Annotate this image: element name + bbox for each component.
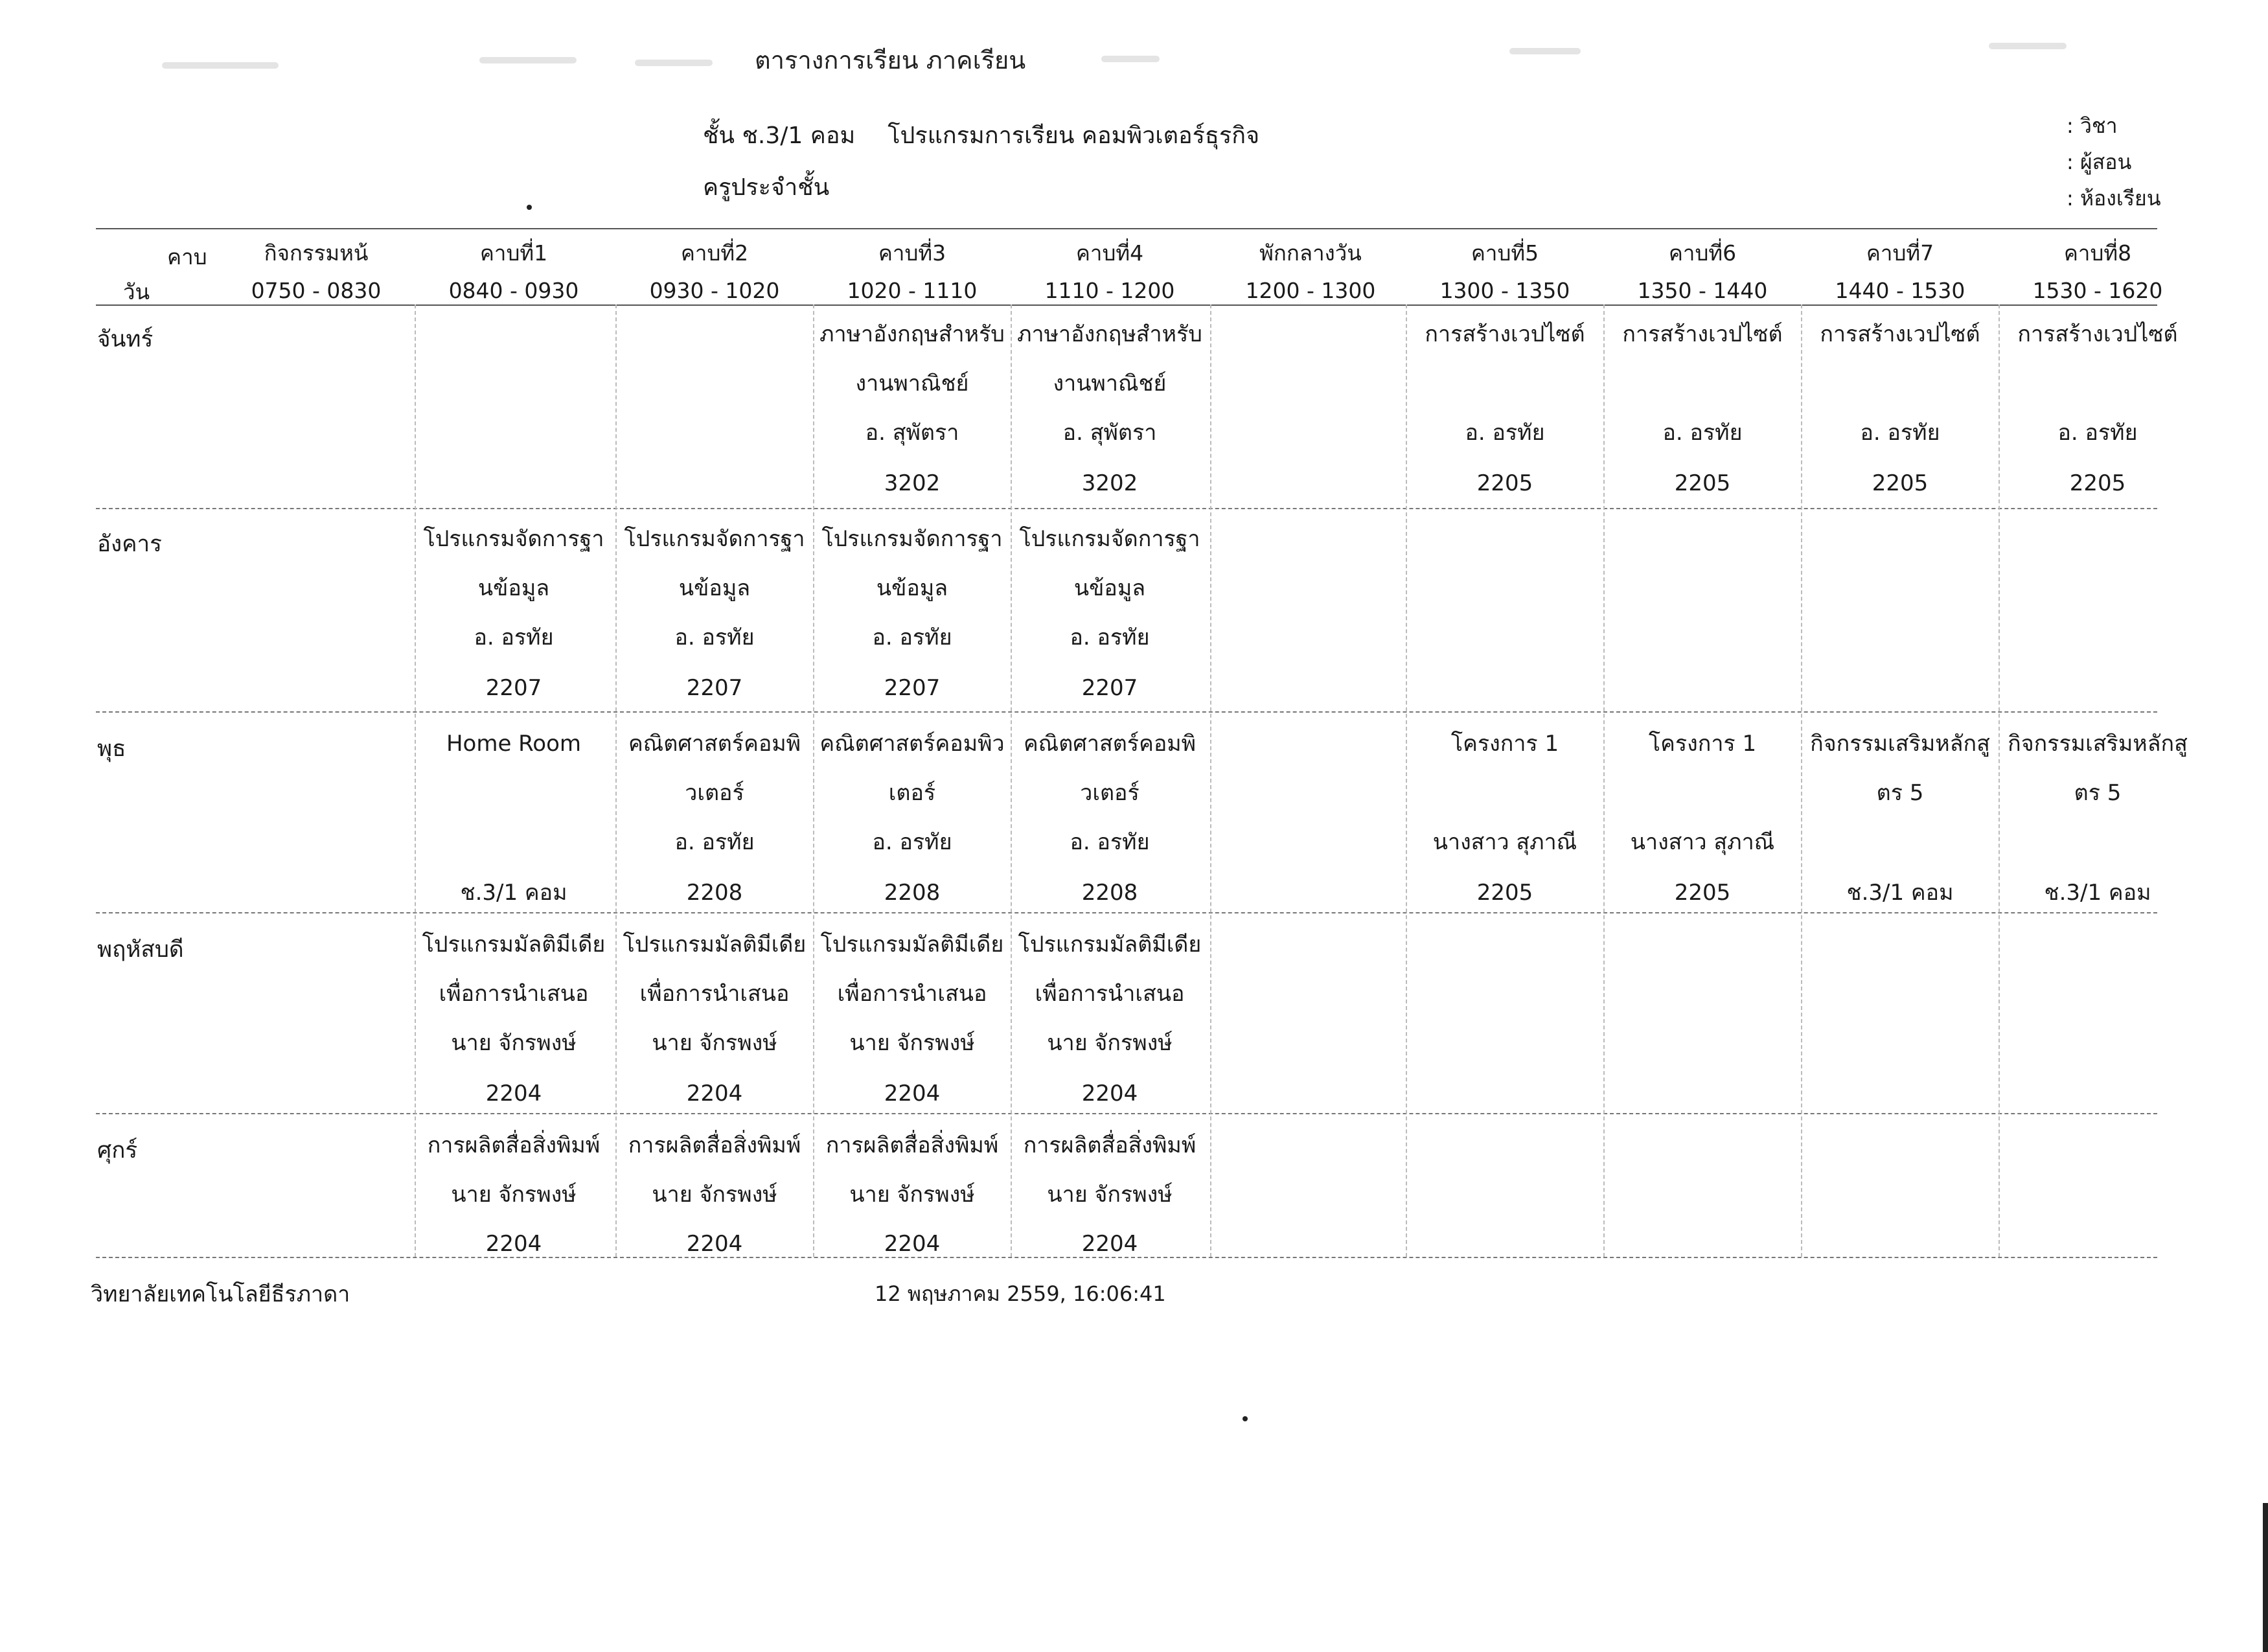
slot-line: อ. อรทัย: [1860, 420, 1940, 446]
slot-line: 2204: [485, 1081, 542, 1107]
slot-line: 2205: [1674, 880, 1731, 906]
slot-line: นข้อมูล: [1073, 575, 1146, 601]
slot-line: 2204: [686, 1231, 743, 1257]
slot-line: นาย จักรพงษ์: [451, 1030, 577, 1056]
slot-line: อ. สุพัตรา: [1062, 420, 1157, 446]
slot-line: นข้อมูล: [477, 575, 550, 601]
column-header: [1406, 235, 1604, 310]
legend-teacher: : ผู้สอน: [2067, 150, 2132, 174]
slot-line: [415, 818, 613, 867]
slot-line: นาย จักรพงษ์: [1047, 1182, 1173, 1208]
slot-line: 2207: [485, 675, 542, 701]
class-slot: [1603, 713, 1802, 913]
day-label: พฤหัสบดี: [97, 937, 184, 963]
class-slot: [1011, 508, 1209, 709]
slot-line: อ. อรทัย: [1465, 420, 1545, 446]
slot-line: อ. อรทัย: [872, 829, 952, 855]
slot-line: 2205: [1872, 470, 1929, 496]
legend-subject: : วิชา: [2067, 113, 2118, 138]
slot-line: การสร้างเวปไซต์: [1622, 321, 1783, 347]
class-slot: [1011, 713, 1209, 913]
scan-dot: [527, 205, 532, 210]
slot-line: 2204: [485, 1231, 542, 1257]
scan-smudge: [479, 57, 577, 63]
grid-column-rule: [1210, 304, 1211, 1257]
slot-line: เพื่อการนำเสนอ: [439, 981, 589, 1007]
slot-line: การสร้างเวปไซต์: [2017, 321, 2178, 347]
slot-line: คณิตศาสตร์คอมพิ: [1023, 731, 1197, 757]
slot-line: โปรแกรมจัดการฐา: [423, 526, 604, 552]
slot-line: 2205: [2069, 470, 2126, 496]
slot-line: [1801, 818, 1999, 867]
column-header: [1211, 235, 1410, 310]
day-label: อังคาร: [97, 531, 162, 557]
slot-line: อ. อรทัย: [674, 625, 755, 650]
column-header-time: 1300 - 1350: [1439, 278, 1570, 303]
class-info: [703, 117, 1259, 154]
slot-line: นข้อมูล: [678, 575, 751, 601]
column-header: [1011, 235, 1209, 310]
program-label: โปรแกรมการเรียน คอมพิวเตอร์ธุรกิจ: [888, 122, 1260, 149]
slot-line: [1999, 359, 2197, 408]
class-slot: [813, 508, 1011, 709]
slot-line: อ. อรทัย: [2057, 420, 2138, 446]
slot-line: 3202: [884, 470, 941, 496]
slot-line: 2207: [686, 675, 743, 701]
column-header-time: 1200 - 1300: [1245, 278, 1376, 303]
column-header-name: คาบที่8: [2063, 240, 2132, 266]
column-header: [217, 235, 415, 310]
slot-line: งานพาณิชย์: [1053, 371, 1167, 396]
grid-rule: [96, 228, 2157, 229]
slot-line: Home Room: [446, 731, 582, 757]
scan-smudge: [1101, 56, 1160, 62]
scan-smudge: [162, 62, 279, 69]
slot-line: โปรแกรมมัลติมีเดีย: [623, 932, 807, 958]
column-header: [1603, 235, 1802, 310]
slot-line: งานพาณิชย์: [855, 371, 969, 396]
slot-line: การสร้างเวปไซต์: [1820, 321, 1980, 347]
column-header-time: 1350 - 1440: [1637, 278, 1768, 303]
slot-line: [1603, 359, 1802, 408]
cell-legend: [2067, 108, 2161, 216]
slot-line: นาย จักรพงษ์: [652, 1030, 777, 1056]
slot-line: 2204: [884, 1231, 941, 1257]
column-header: [415, 235, 613, 310]
slot-line: นางสาว สุภาณี: [1432, 829, 1577, 855]
class-slot: [1801, 713, 1999, 913]
class-slot: [615, 1114, 814, 1315]
slot-line: การผลิตสื่อสิ่งพิมพ์: [628, 1132, 801, 1158]
slot-line: อ. อรทัย: [474, 625, 554, 650]
slot-line: 2204: [686, 1081, 743, 1107]
slot-line: นาย จักรพงษ์: [451, 1182, 577, 1208]
column-header-time: 1020 - 1110: [847, 278, 978, 303]
slot-line: 2204: [1081, 1081, 1138, 1107]
print-timestamp: 12 พฤษภาคม 2559, 16:06:41: [875, 1281, 1166, 1306]
slot-line: โครงการ 1: [1648, 731, 1757, 757]
slot-line: โปรแกรมมัลติมีเดีย: [820, 932, 1004, 958]
slot-line: [1999, 818, 2197, 867]
class-slot: [1999, 713, 2197, 913]
scan-edge-mark: [2263, 1503, 2268, 1652]
class-slot: [1011, 913, 1209, 1114]
slot-line: อ. อรทัย: [872, 625, 952, 650]
column-header-time: 0930 - 1020: [649, 278, 780, 303]
institution-name: วิทยาลัยเทคโนโลยีธีรภาดา: [91, 1281, 350, 1307]
slot-line: กิจกรรมเสริมหลักสู: [2008, 731, 2188, 757]
class-slot: [813, 303, 1011, 504]
column-header-name: กิจกรรมหน้: [264, 240, 369, 266]
slot-line: 2204: [1081, 1231, 1138, 1257]
slot-line: การสร้างเวปไซต์: [1425, 321, 1585, 347]
scan-smudge: [635, 60, 713, 66]
column-header-time: 0750 - 0830: [251, 278, 382, 303]
slot-line: เพื่อการนำเสนอ: [837, 981, 987, 1007]
slot-line: โปรแกรมจัดการฐา: [624, 526, 805, 552]
slot-line: 2204: [884, 1081, 941, 1107]
slot-line: อ. อรทัย: [1070, 829, 1150, 855]
class-slot: [1406, 303, 1604, 504]
class-slot: [415, 508, 613, 709]
slot-line: อ. อรทัย: [1070, 625, 1150, 650]
slot-line: 2208: [686, 880, 743, 906]
legend-room: : ห้องเรียน: [2067, 186, 2161, 211]
scan-smudge: [1989, 43, 2067, 49]
column-header-name: คาบที่1: [479, 240, 548, 266]
slot-line: [1801, 359, 1999, 408]
slot-line: โปรแกรมจัดการฐา: [821, 526, 1003, 552]
corner-day-label: วัน: [123, 279, 150, 304]
slot-line: ช.3/1 คอม: [2044, 880, 2151, 906]
column-header: [813, 235, 1011, 310]
column-header-name: คาบที่2: [680, 240, 749, 266]
slot-line: [1406, 768, 1604, 818]
slot-line: นาย จักรพงษ์: [652, 1182, 777, 1208]
slot-line: ช.3/1 คอม: [1846, 880, 1954, 906]
column-header-time: 1110 - 1200: [1044, 278, 1175, 303]
slot-line: เตอร์: [888, 780, 936, 806]
slot-line: การผลิตสื่อสิ่งพิมพ์: [825, 1132, 999, 1158]
column-header-name: คาบที่5: [1471, 240, 1539, 266]
column-header: [615, 235, 814, 310]
slot-line: กิจกรรมเสริมหลักสู: [1810, 731, 1990, 757]
slot-line: 2205: [1476, 470, 1533, 496]
class-slot: [813, 913, 1011, 1114]
class-label: ชั้น ช.3/1 คอม: [703, 122, 856, 149]
column-header: [1801, 235, 1999, 310]
slot-line: 2207: [884, 675, 941, 701]
slot-line: ภาษาอังกฤษสำหรับ: [1017, 321, 1202, 347]
column-header-time: 1440 - 1530: [1835, 278, 1965, 303]
class-slot: [1011, 303, 1209, 504]
slot-line: 2205: [1674, 470, 1731, 496]
slot-line: เพื่อการนำเสนอ: [1035, 981, 1185, 1007]
slot-line: 2205: [1476, 880, 1533, 906]
slot-line: อ. อรทัย: [674, 829, 755, 855]
class-slot: [615, 713, 814, 913]
class-slot: [1603, 303, 1802, 504]
slot-line: วเตอร์: [685, 780, 744, 806]
class-slot: [1406, 713, 1604, 913]
day-label: จันทร์: [97, 327, 154, 352]
slot-line: [415, 768, 613, 818]
slot-line: โปรแกรมมัลติมีเดีย: [1018, 932, 1202, 958]
slot-line: 3202: [1081, 470, 1138, 496]
column-header: [1999, 235, 2197, 310]
class-slot: [813, 713, 1011, 913]
class-slot: [415, 913, 613, 1114]
slot-line: 2208: [1081, 880, 1138, 906]
slot-line: นข้อมูล: [876, 575, 948, 601]
slot-line: [1406, 359, 1604, 408]
column-header-name: พักกลางวัน: [1259, 240, 1362, 266]
slot-line: อ. อรทัย: [1662, 420, 1743, 446]
day-label: พุธ: [97, 736, 126, 762]
slot-line: เพื่อการนำเสนอ: [639, 981, 790, 1007]
scan-dot: [1243, 1416, 1248, 1421]
document-title: ตารางการเรียน ภาคเรียน: [755, 46, 1026, 75]
column-header-time: 1530 - 1620: [2032, 278, 2163, 303]
scan-smudge: [1509, 48, 1581, 54]
slot-line: นาย จักรพงษ์: [849, 1030, 975, 1056]
class-slot: [415, 713, 613, 913]
slot-line: ภาษาอังกฤษสำหรับ: [819, 321, 1005, 347]
column-header-time: 0840 - 0930: [448, 278, 579, 303]
slot-line: คณิตศาสตร์คอมพิ: [628, 731, 801, 757]
slot-line: นางสาว สุภาณี: [1630, 829, 1775, 855]
class-slot: [1999, 303, 2197, 504]
slot-line: วเตอร์: [1080, 780, 1140, 806]
slot-line: [1603, 768, 1802, 818]
slot-line: 2207: [1081, 675, 1138, 701]
column-header-name: คาบที่7: [1866, 240, 1934, 266]
slot-line: ตร 5: [2074, 780, 2122, 806]
slot-line: ตร 5: [1876, 780, 1924, 806]
class-slot: [1801, 303, 1999, 504]
advisor-label: ครูประจำชั้น: [703, 174, 830, 201]
slot-line: การผลิตสื่อสิ่งพิมพ์: [427, 1132, 601, 1158]
slot-line: ช.3/1 คอม: [460, 880, 567, 906]
slot-line: นาย จักรพงษ์: [849, 1182, 975, 1208]
slot-line: 2208: [884, 880, 941, 906]
class-slot: [415, 1114, 613, 1315]
slot-line: โปรแกรมจัดการฐา: [1019, 526, 1200, 552]
slot-line: โปรแกรมมัลติมีเดีย: [422, 932, 606, 958]
column-header-name: คาบที่4: [1075, 240, 1144, 266]
slot-line: อ. สุพัตรา: [865, 420, 959, 446]
column-header-name: คาบที่6: [1668, 240, 1737, 266]
slot-line: การผลิตสื่อสิ่งพิมพ์: [1023, 1132, 1197, 1158]
column-header-name: คาบที่3: [878, 240, 946, 266]
class-slot: [615, 913, 814, 1114]
day-label: ศุกร์: [97, 1138, 138, 1164]
class-slot: [615, 508, 814, 709]
slot-line: คณิตศาสตร์คอมพิว: [819, 731, 1005, 757]
slot-line: โครงการ 1: [1450, 731, 1559, 757]
corner-period-label: คาบ: [167, 244, 207, 270]
slot-line: นาย จักรพงษ์: [1047, 1030, 1173, 1056]
